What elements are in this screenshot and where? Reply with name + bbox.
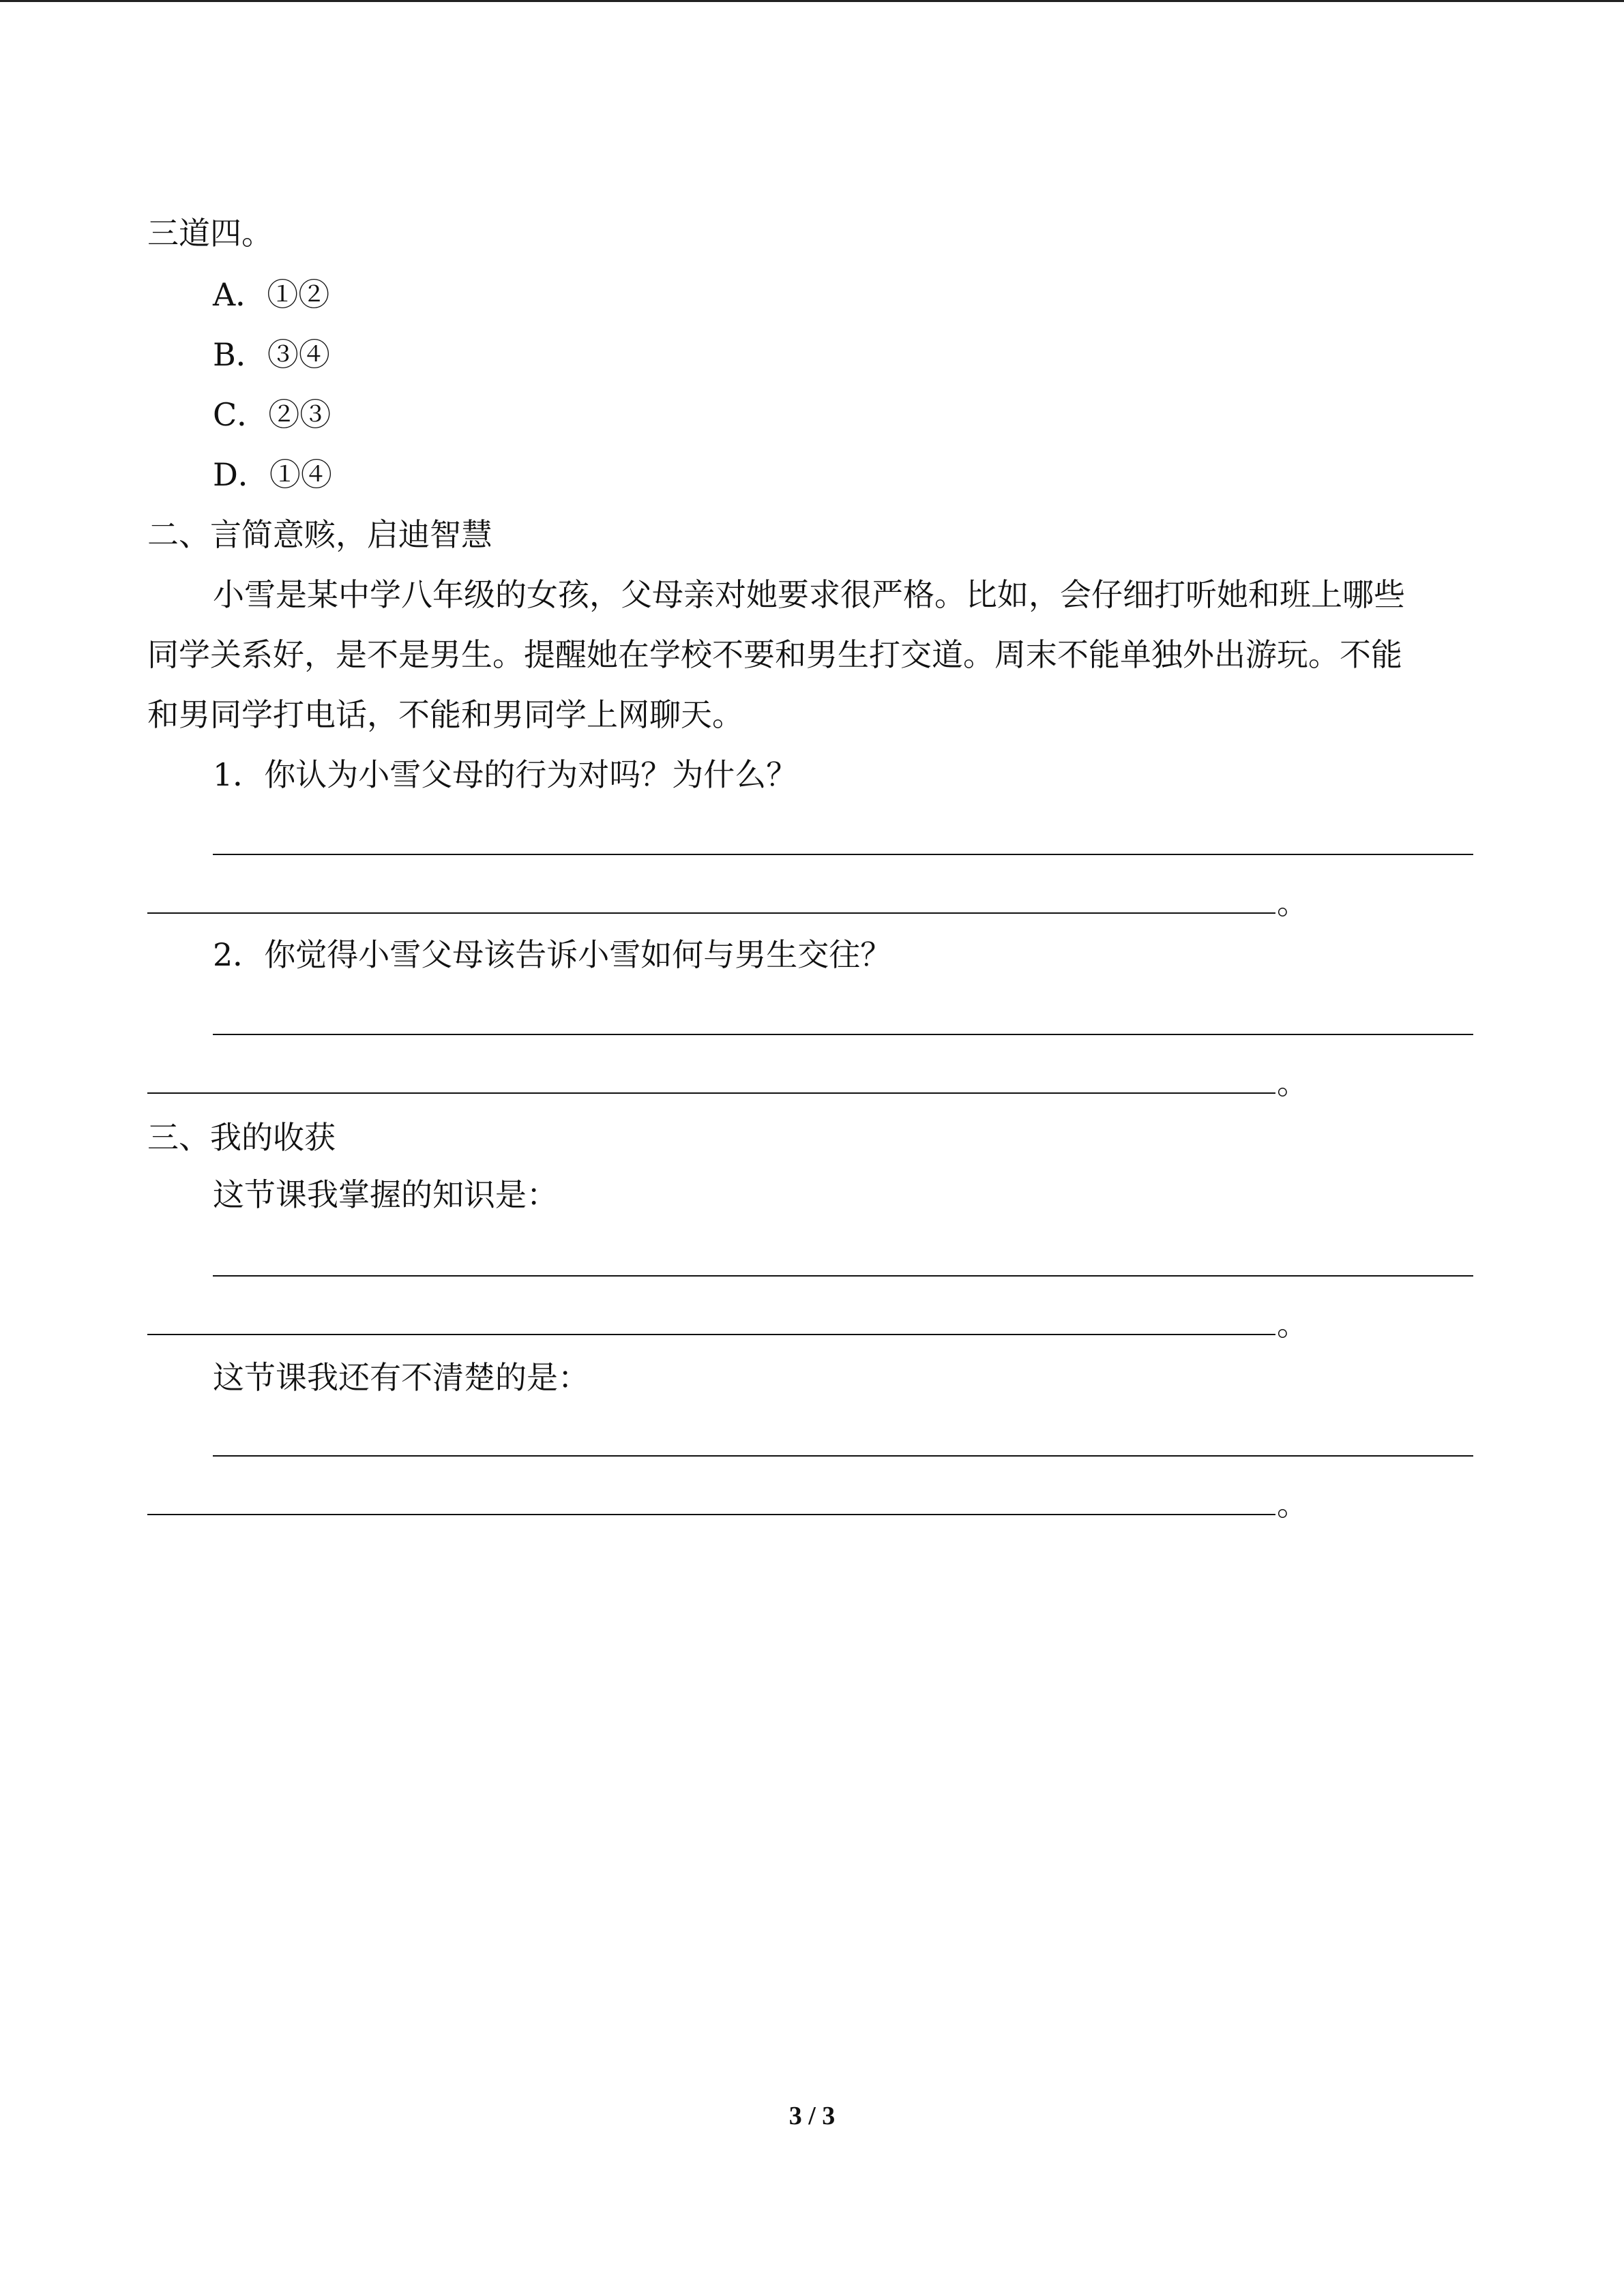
section2-heading: 二、言简意赅，启迪智慧 bbox=[147, 516, 492, 553]
option-a bbox=[213, 274, 329, 315]
passage-line-3: 和男同学打电话，不能和男同学上网聊天。 bbox=[147, 696, 743, 733]
option-a-letter: A． bbox=[213, 276, 267, 313]
passage-line-1: 小雪是某中学八年级的女孩，父母亲对她要求很严格。比如，会仔细打听她和班上哪些 bbox=[213, 576, 1405, 613]
option-d bbox=[213, 454, 332, 495]
section3-heading: 三、我的收获 bbox=[147, 1119, 336, 1156]
prompt-unclear: 这节课我还有不清楚的是： bbox=[213, 1359, 589, 1396]
answer-line-q1-a[interactable] bbox=[213, 854, 1473, 855]
option-a-text: ①② bbox=[267, 276, 330, 313]
option-c bbox=[213, 394, 331, 435]
option-b bbox=[213, 334, 330, 375]
option-c-text: ②③ bbox=[268, 396, 331, 433]
end-mark-q1: 。 bbox=[1277, 884, 1308, 921]
end-mark-unclear: 。 bbox=[1277, 1486, 1308, 1523]
answer-line-q1-b[interactable] bbox=[147, 912, 1275, 914]
answer-line-learned-b[interactable] bbox=[147, 1334, 1275, 1335]
end-mark-q2: 。 bbox=[1277, 1064, 1308, 1101]
option-b-letter: B． bbox=[213, 336, 267, 373]
page-number: 3 / 3 bbox=[788, 2102, 836, 2130]
answer-line-q2-b[interactable] bbox=[147, 1092, 1275, 1094]
option-d-text: ①④ bbox=[269, 456, 332, 493]
answer-line-unclear-a[interactable] bbox=[213, 1455, 1473, 1457]
continuation-text: 三道四。 bbox=[147, 215, 273, 252]
option-d-letter: D． bbox=[213, 456, 269, 493]
page-top-border bbox=[0, 0, 1624, 2]
answer-line-unclear-b[interactable] bbox=[147, 1514, 1275, 1515]
end-mark-learned: 。 bbox=[1277, 1306, 1308, 1343]
question-2: 2．你觉得小雪父母该告诉小雪如何与男生交往？ bbox=[213, 936, 892, 973]
question-1: 1．你认为小雪父母的行为对吗？为什么？ bbox=[213, 756, 798, 793]
answer-line-q2-a[interactable] bbox=[213, 1034, 1473, 1035]
prompt-learned: 这节课我掌握的知识是： bbox=[213, 1176, 558, 1213]
answer-line-learned-a[interactable] bbox=[213, 1275, 1473, 1277]
passage-line-2: 同学关系好，是不是男生。提醒她在学校不要和男生打交道。周末不能单独外出游玩。不能 bbox=[147, 636, 1402, 673]
option-b-text: ③④ bbox=[267, 336, 330, 373]
option-c-letter: C． bbox=[213, 396, 269, 433]
